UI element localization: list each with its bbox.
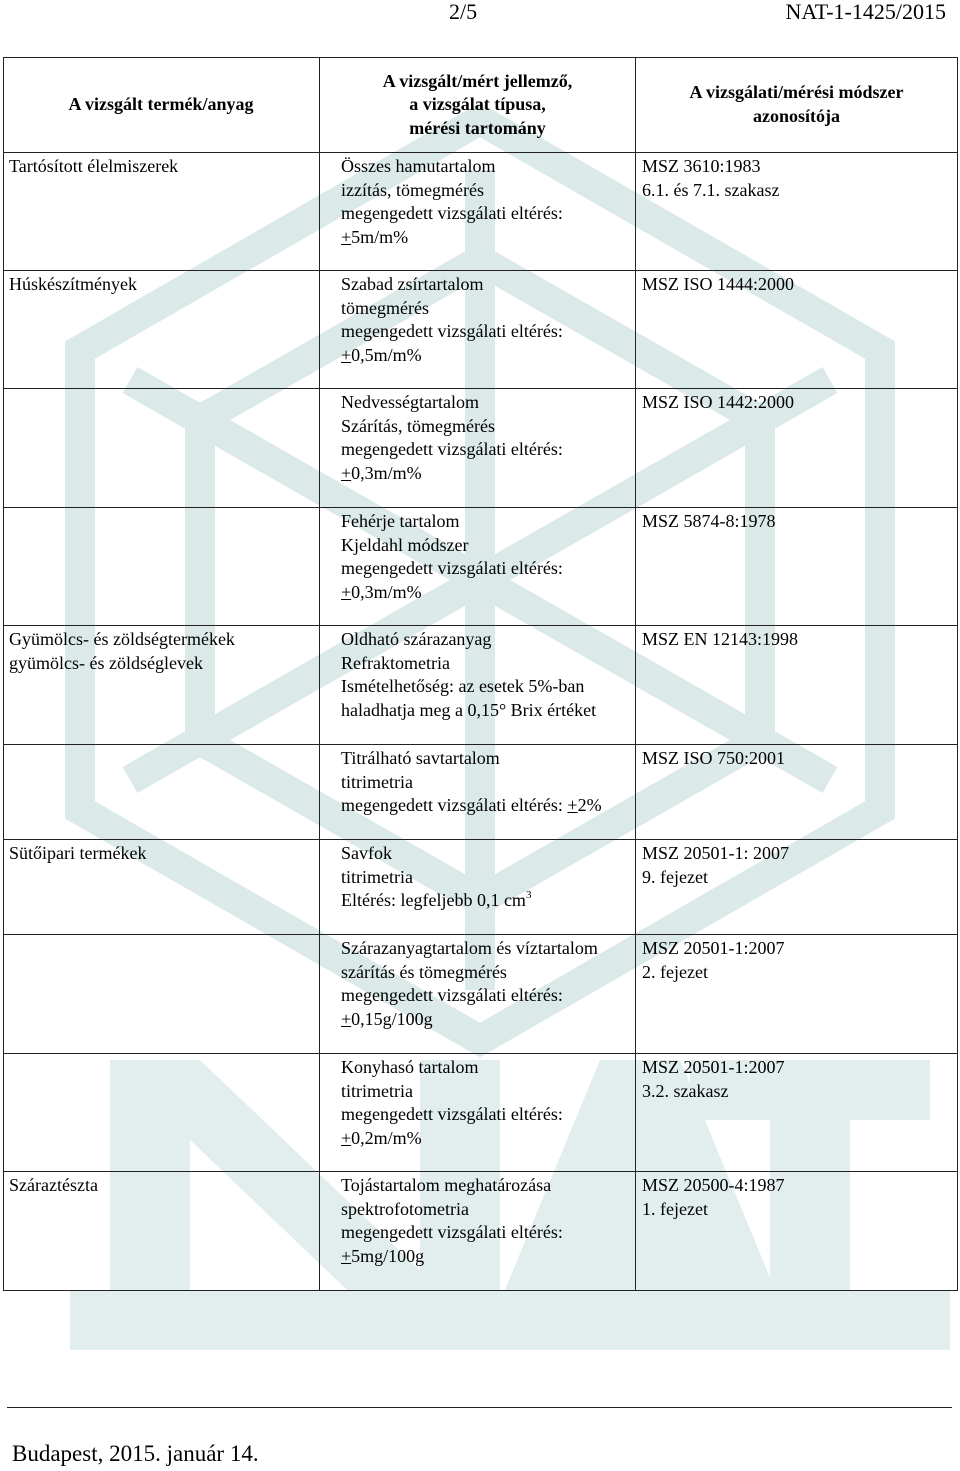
characteristic-cell: Oldható szárazanyag Refraktometria Ismételhetőség: az esetek 5%-ban haladhatja meg a 0,15° Brix értéket <box>320 626 636 745</box>
product-cell <box>4 1054 320 1172</box>
table-row <box>4 389 958 508</box>
characteristic-cell: Fehérje tartalom Kjeldahl módszer megengedett vizsgálati eltérés: +0,3m/m% <box>320 508 636 626</box>
product-cell: Sütőipari termékek <box>4 840 320 935</box>
product-cell: Húskészítmények <box>4 271 320 389</box>
product-cell <box>4 508 320 626</box>
header-method: A vizsgálati/mérési módszer azonosítója <box>636 58 958 153</box>
table-header-row <box>4 58 958 153</box>
table-row <box>4 1172 958 1291</box>
product-cell: Gyümölcs- és zöldségtermékek gyümölcs- és zöldséglevek <box>4 626 320 745</box>
method-cell: MSZ 5874-8:1978 <box>636 508 958 626</box>
method-cell: MSZ 20501-1:2007 2. fejezet <box>636 935 958 1054</box>
header-characteristic: A vizsgált/mért jellemző, a vizsgálat típusa, mérési tartomány <box>320 58 636 153</box>
characteristic-cell: Konyhasó tartalom titrimetria megengedett vizsgálati eltérés: +0,2m/m% <box>320 1054 636 1172</box>
accreditation-table <box>3 57 958 1291</box>
method-cell: MSZ ISO 1442:2000 <box>636 389 958 508</box>
characteristic-cell: Nedvességtartalom Szárítás, tömegmérés megengedett vizsgálati eltérés: +0,3m/m% <box>320 389 636 508</box>
characteristic-cell: Szabad zsírtartalom tömegmérés megengedett vizsgálati eltérés: +0,5m/m% <box>320 271 636 389</box>
product-cell <box>4 745 320 840</box>
table-row <box>4 745 958 840</box>
characteristic-cell: Tojástartalom meghatározása spektrofotometria megengedett vizsgálati eltérés: +5mg/100g <box>320 1172 636 1291</box>
characteristic-cell: Szárazanyagtartalom és víztartalom szárítás és tömegmérés megengedett vizsgálati eltérés: +0,15g/100g <box>320 935 636 1054</box>
table-row <box>4 153 958 271</box>
page-number: 2/5 <box>449 0 478 24</box>
table-row <box>4 935 958 1054</box>
method-cell: MSZ ISO 1444:2000 <box>636 271 958 389</box>
product-cell <box>4 389 320 508</box>
product-cell <box>4 935 320 1054</box>
table-row <box>4 271 958 389</box>
table-row <box>4 1054 958 1172</box>
characteristic-cell: Savfok titrimetria Eltérés: legfeljebb 0,1 $cm^3$ <box>320 840 636 935</box>
method-cell: MSZ 20501-1:2007 3.2. szakasz <box>636 1054 958 1172</box>
document-id: NAT-1-1425/2015 <box>785 0 946 24</box>
method-cell: MSZ ISO 750:2001 <box>636 745 958 840</box>
footer-divider <box>7 1407 952 1408</box>
product-cell: Tartósított élelmiszerek <box>4 153 320 271</box>
table-row <box>4 508 958 626</box>
footer-date: Budapest, 2015. január 14. <box>12 1441 259 1466</box>
characteristic-cell: Összes hamutartalom izzítás, tömegmérés megengedett vizsgálati eltérés: +5m/m% <box>320 153 636 271</box>
table-row <box>4 840 958 935</box>
method-cell: MSZ 20500-4:1987 1. fejezet <box>636 1172 958 1291</box>
header-product: A vizsgált termék/anyag <box>4 58 320 153</box>
method-cell: MSZ 3610:1983 6.1. és 7.1. szakasz <box>636 153 958 271</box>
characteristic-cell: Titrálható savtartalom titrimetria megengedett vizsgálati eltérés: +2% <box>320 745 636 840</box>
method-cell: MSZ EN 12143:1998 <box>636 626 958 745</box>
method-cell: MSZ 20501-1: 2007 9. fejezet <box>636 840 958 935</box>
table-row <box>4 626 958 745</box>
product-cell: Száraztészta <box>4 1172 320 1291</box>
